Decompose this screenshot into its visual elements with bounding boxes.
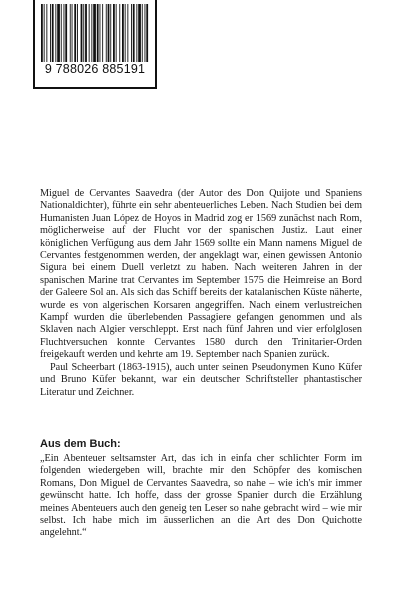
barcode-bar [136,4,137,62]
excerpt-heading: Aus dem Buch: [40,438,121,450]
barcode-digits: 9 788026 885191 [44,62,146,76]
barcode-bar [85,4,87,62]
barcode-bar [138,4,141,62]
barcode-bar [77,4,78,62]
excerpt-text: „Ein Abenteuer seltsamster Art, das ich in einfa cher schlichter Form im folgenden wiedergeben will, brachte mir den Schöpfer des komischen Romans, Don Miguel de Cervantes Saavedra, so nahe – wie ich's mir immer gewünscht hatte. Ich hoffe, dass der grosse Spanier durch die Erzählung meines Abenteuers auch den geneig ten Leser so nahe gebracht wird – wie mir selbst. Ich habe mich im äusserlichen an die Art des Don Quichotte angelehnt.“ [40,453,362,539]
barcode-bar [142,4,143,62]
barcode-bar [133,4,135,62]
barcode-bar [91,4,92,62]
excerpt-quote [40,453,362,540]
barcode-bar [46,4,47,62]
barcode-bar [55,4,56,62]
barcode-bar [72,4,73,62]
barcode-bar [83,4,84,62]
barcode-bar [97,4,99,62]
biography-paragraph-scheerbart: Paul Scheerbart (1863-1915), auch unter seinen Pseudonymen Kuno Küfer und Bruno Küfer bekannt, war ein deutscher Schriftsteller phantastischer Literatur und Zeichner. [40,361,362,398]
author-biography [40,188,362,399]
barcode-bar [108,4,110,62]
barcode-bar [93,4,96,62]
barcode-bar [110,4,111,62]
barcode-bar [146,4,148,62]
barcode-bars [41,4,149,62]
barcode [33,0,157,89]
barcode-bar [89,4,90,62]
barcode-bar [44,4,45,62]
barcode-bar [145,4,146,62]
barcode-bar [106,4,107,62]
barcode-bar [61,4,62,62]
barcode-bar [125,4,126,62]
barcode-bar [113,4,115,62]
barcode-bar [57,4,60,62]
barcode-bar [74,4,76,62]
barcode-bar [41,4,43,62]
barcode-bar [64,4,65,62]
barcode-bar [122,4,124,62]
barcode-bar [50,4,51,62]
barcode-bar [127,4,128,62]
biography-paragraph-cervantes: Miguel de Cervantes Saavedra (der Autor des Don Quijote und Spaniens Nationaldichter), führte ein sehr abenteuerliches Leben. Nach Studien bei dem Humanisten Juan López de Hoyos in Madrid zog er 1569 zunächst nach Rom, möglicherweise auf der Flucht vor der spanischen Justiz. Laut einer königlichen Verfügung aus dem Jahr 1569 sollte ein Mann namens Miguel de Cervantes festgenommen werden, der angeklagt war, einen gewissen Antonio Sigura bei einem Duell verletzt zu haben. Nach weiteren Jahren in der spanischen Marine trat Cervantes im September 1575 die Heimreise an Bord der Galeere Sol an. Als sich das Schiff bereits der katalanischen Küste näherte, wurde es von algerischen Korsaren angegriffen. Nach einem verlustreichen Kampf wurden die überlebenden Passagiere gefangen genommen und als Sklaven nach Algier verschleppt. Erst nach fünf Jahren und vier erfolglosen Fluchtversuchen konnte Cervantes 1580 durch den Trinitarier-Orden freigekauft werden und kehrte am 19. September nach Spanien zurück. [40,188,362,361]
barcode-bar [100,4,101,62]
barcode-bar [70,4,71,62]
barcode-bar [119,4,120,62]
barcode-bar [81,4,83,62]
barcode-bar [116,4,117,62]
barcode-bar [65,4,67,62]
barcode-bar [52,4,54,62]
barcode-bar [102,4,103,62]
barcode-bar [131,4,132,62]
